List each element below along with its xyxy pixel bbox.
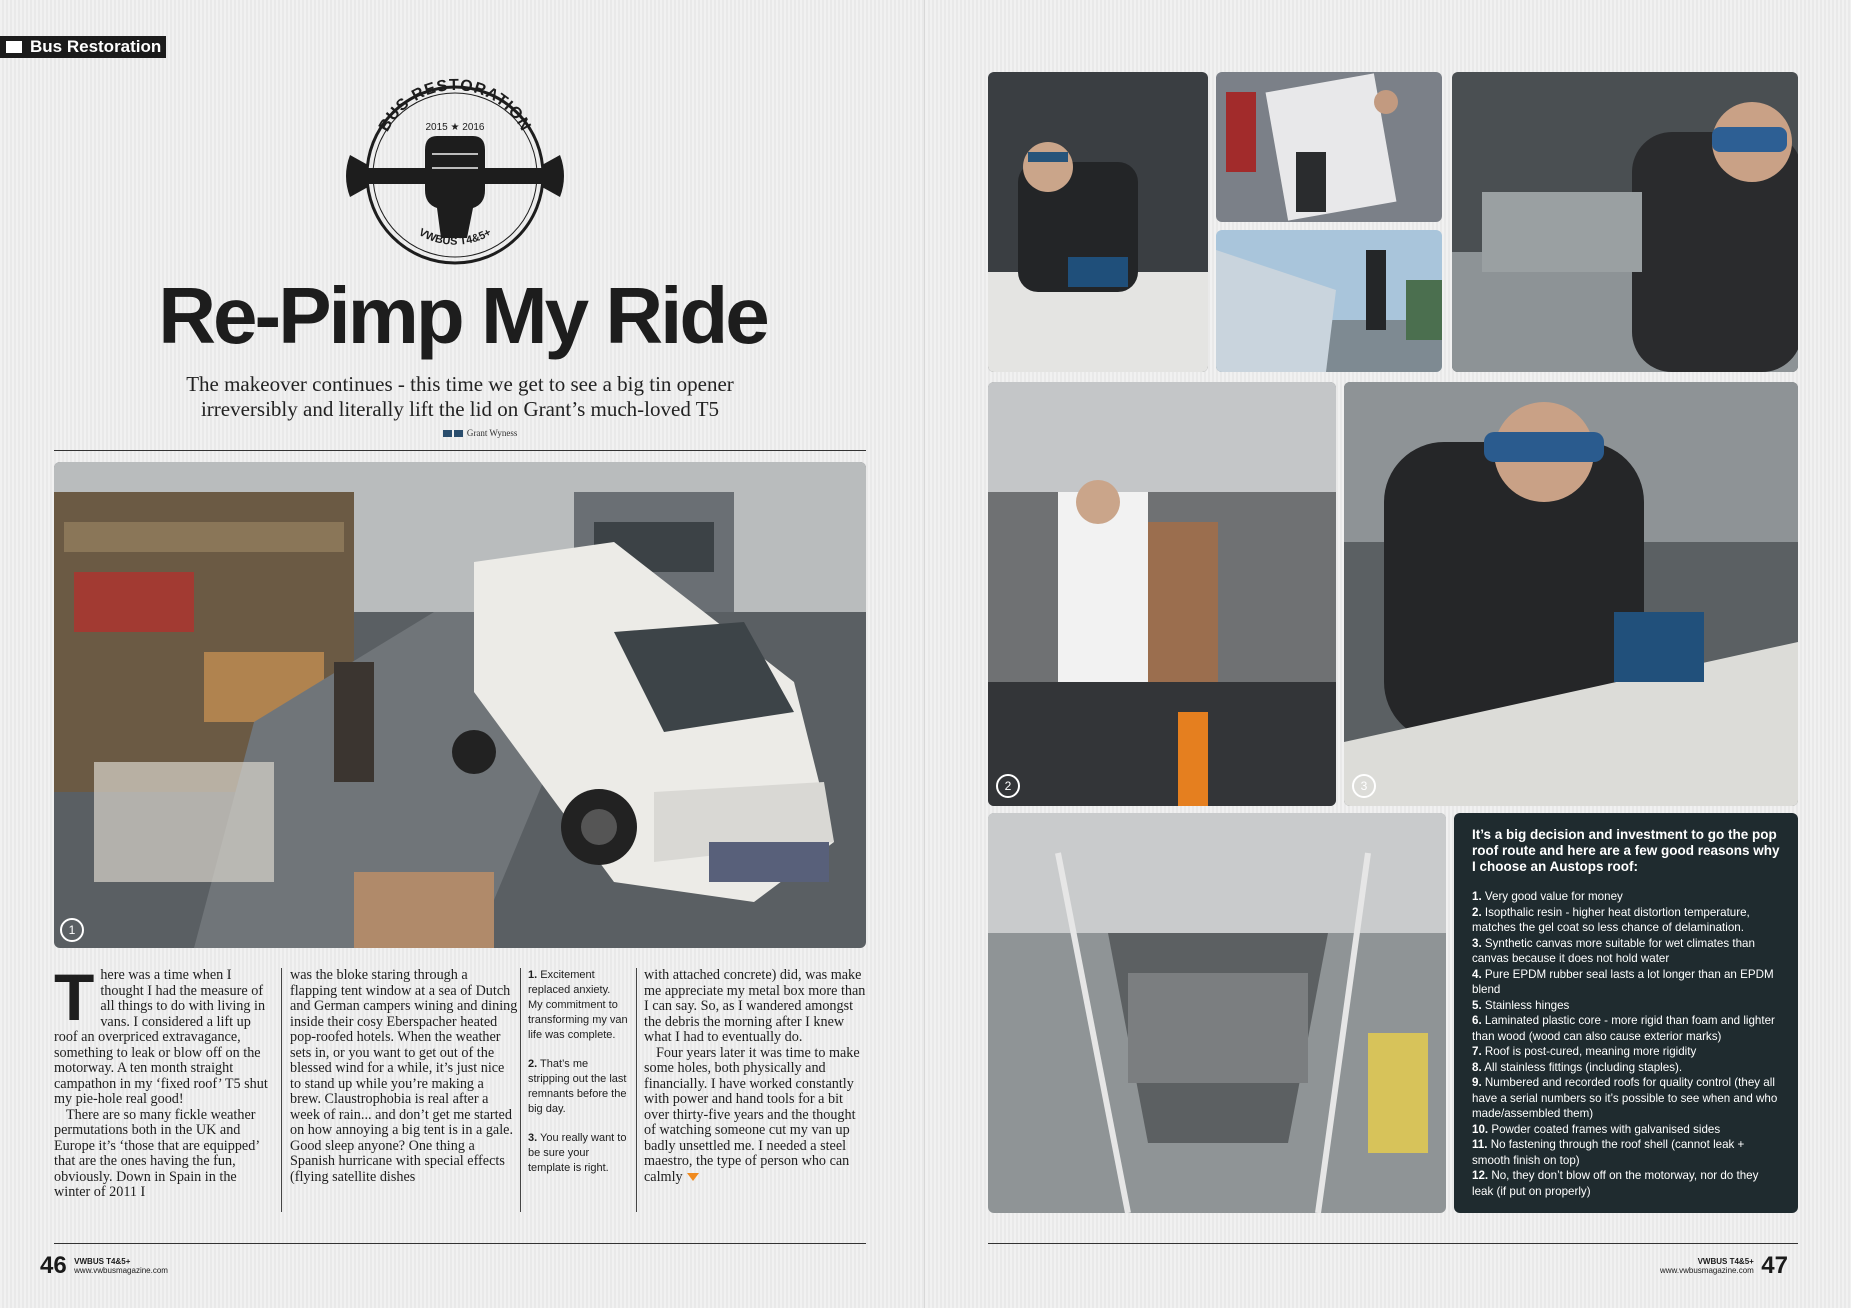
column-rule-3 (636, 968, 637, 1212)
caption-2-text: That’s me stripping out the last remnants before the big day. (528, 1058, 627, 1115)
list-item (1472, 1168, 1780, 1199)
item-text: Isopthalic resin - higher heat distortion temperature, matches the gel coat so less chance of delamination. (1472, 905, 1750, 934)
folio-left-url: www.vwbusmagazine.com (74, 1266, 168, 1275)
item-text: Stainless hinges (1484, 998, 1570, 1012)
pen-icon (454, 430, 463, 437)
logo-arc-top: BUS RESTORATION (375, 76, 535, 135)
item-text: Synthetic canvas more suitable for wet climates than canvas because it does not hold water (1472, 936, 1755, 965)
standfirst (120, 372, 800, 422)
body-paragraph-5 (644, 1046, 866, 1186)
logo-years: 2015 ★ 2016 (425, 122, 485, 133)
list-item (1472, 1013, 1780, 1044)
list-item (1472, 967, 1780, 998)
folio-right-mag: VWBUS T4&5+ (1697, 1257, 1754, 1266)
item-number: 7. (1472, 1045, 1482, 1058)
sidebar-intro: It’s a big decision and investment to go the pop roof route and here are a few good reasons why I choose an Austops roof: (1472, 827, 1780, 874)
bus-restoration-logo (340, 70, 570, 280)
folio-right-url: www.vwbusmagazine.com (1660, 1266, 1754, 1275)
caption-2 (528, 1057, 628, 1117)
section-tag-accent (6, 41, 22, 53)
item-text: Very good value for money (1484, 890, 1623, 903)
reasons-list (1472, 889, 1780, 1199)
caption-1 (528, 968, 628, 1043)
item-number: 6. (1472, 1014, 1482, 1027)
item-text: Laminated plastic core - more rigid than foam and lighter than wood (wood can also cause exterior marks) (1472, 1014, 1775, 1043)
column-rule-1 (281, 968, 282, 1212)
column-rule-2 (520, 968, 521, 1212)
body-column-4 (644, 968, 866, 1185)
body-paragraph-5-text: Four years later it was time to make some holes, both physically and financially. I have worked constantly with power and hand tools for a bit over thirty-five years and the thought of watching someone cut my van up badly unsettled me. I needed a steel maestro, the type of person who can calmly (644, 1044, 860, 1185)
roof-lift-outdoor-photo (1216, 230, 1442, 372)
headline: Re-Pimp My Ride (158, 271, 767, 360)
standfirst-line-2: irreversibly and literally lift the lid on Grant’s much-loved T5 (200, 397, 720, 421)
caption-2-number: 2. (528, 1058, 538, 1070)
camera-icon (443, 430, 452, 437)
roof-panel-photo (1216, 72, 1442, 222)
list-item (1472, 1060, 1780, 1076)
item-text: Pure EPDM rubber seal lasts a lot longer than an EPDM blend (1472, 967, 1774, 996)
list-item (1472, 936, 1780, 967)
list-item (1472, 1044, 1780, 1060)
photo-number-1: 1 (60, 918, 84, 942)
item-number: 12. (1472, 1169, 1489, 1182)
list-item (1472, 998, 1780, 1014)
interior-frame-photo (988, 813, 1446, 1213)
item-text: Numbered and recorded roofs for quality control (they all have a serial numbers so it’s possible to see when and who made/assembled them) (1472, 1076, 1778, 1120)
page-number-right: 47 (1761, 1252, 1788, 1279)
logo-arc-bottom: VWBUS T4&5+ (416, 226, 494, 248)
caption-column (528, 968, 628, 1190)
footer-rule-left (54, 1243, 866, 1244)
list-item (1472, 1075, 1780, 1122)
standfirst-line-1: The makeover continues - this time we get to see a big tin opener (186, 372, 734, 396)
body-paragraph-1 (54, 960, 276, 1108)
austops-reasons-box (1454, 813, 1798, 1213)
photo-number-2: 2 (996, 774, 1020, 798)
footer-rule-right (988, 1243, 1798, 1244)
body-paragraph-3: was the bloke staring through a flapping tent window at a sea of Dutch and German campers wining and dining inside their cosy Eberspacher heated pop-roofed hotels. When the weather sets in, or you want to get out of the blessed wind for a while, it’s just nice to stand up while you’re making a brew. Claustrophobia is real after a week of rain... and don’t get me started on how annoying a big tent is in a gale. Good sleep anyone? One thing a Spanish hurricane with special effects (flying satellite dishes (290, 967, 518, 1185)
item-number: 4. (1472, 967, 1482, 981)
caption-3 (528, 1131, 628, 1176)
list-item (1472, 889, 1780, 905)
item-text: No fastening through the roof shell (cannot leak + smooth finish on top) (1472, 1138, 1745, 1167)
item-number: 8. (1472, 1060, 1482, 1074)
item-number: 1. (1472, 890, 1482, 903)
folio-left-text (74, 1257, 168, 1275)
caption-3-number: 3. (528, 1132, 538, 1144)
item-text: Roof is post-cured, meaning more rigidity (1484, 1045, 1697, 1058)
left-page (0, 0, 925, 1308)
section-tag-label: Bus Restoration (30, 37, 162, 56)
body-column-2 (290, 968, 518, 1185)
folio-left-mag: VWBUS T4&5+ (74, 1257, 131, 1266)
folio-right (1660, 1252, 1788, 1280)
jigsaw-closeup-photo (1344, 382, 1798, 806)
jigsaw-cutting-photo (988, 72, 1208, 372)
list-item (1472, 905, 1780, 936)
workshop-photo (54, 462, 866, 948)
list-item (1472, 1137, 1780, 1168)
item-number: 10. (1472, 1122, 1489, 1136)
photo-number-3: 3 (1352, 774, 1376, 798)
byline (380, 428, 580, 438)
header-rule (54, 450, 866, 451)
item-number: 3. (1472, 936, 1482, 950)
continue-arrow-icon (687, 1173, 699, 1181)
folio-left (40, 1252, 168, 1280)
list-item (1472, 1122, 1780, 1138)
body-paragraph-2: There are so many fickle weather permutations both in the UK and Europe it’s ‘those that are equipped’ that are the ones having the fun, obviously. Down in Spain in the winter of 2011 I (54, 1106, 259, 1200)
drop-cap: T (54, 960, 95, 1034)
item-number: 2. (1472, 905, 1482, 919)
caption-1-text: Excitement replaced anxiety. My commitment to transforming my van life was complete. (528, 969, 628, 1041)
item-text: Powder coated frames with galvanised sides (1491, 1122, 1721, 1136)
item-number: 11. (1472, 1138, 1488, 1151)
item-text: No, they don’t blow off on the motorway, nor do they leak (if put on properly) (1472, 1169, 1759, 1198)
byline-author: Grant Wyness (466, 428, 518, 438)
stripped-interior-photo (988, 382, 1336, 806)
body-paragraph-1-text: here was a time when I thought I had the measure of all things to do with living in vans. I considered a lift up roof an overpriced extravagance, something to leak or blow off on the motorway. A ten month straight campathon in my ‘fixed roof’ T5 shut my pie-hole real good! (54, 967, 268, 1107)
folio-right-text (1660, 1257, 1754, 1275)
page-number-left: 46 (40, 1252, 67, 1279)
caption-1-number: 1. (528, 969, 538, 981)
body-paragraph-4: with attached concrete) did, was make me appreciate my metal box more than I can say. So, as I wandered amongst the debris the morning after I knew what I had to eventually do. (644, 967, 866, 1045)
item-number: 9. (1472, 1076, 1482, 1089)
caption-3-text: You really want to be sure your template is right. (528, 1132, 627, 1174)
body-column-1 (54, 960, 276, 1201)
item-number: 5. (1472, 998, 1482, 1012)
section-tag (0, 36, 166, 58)
grinding-goggles-photo (1452, 72, 1798, 372)
item-text: All stainless fittings (including staples). (1484, 1060, 1683, 1074)
